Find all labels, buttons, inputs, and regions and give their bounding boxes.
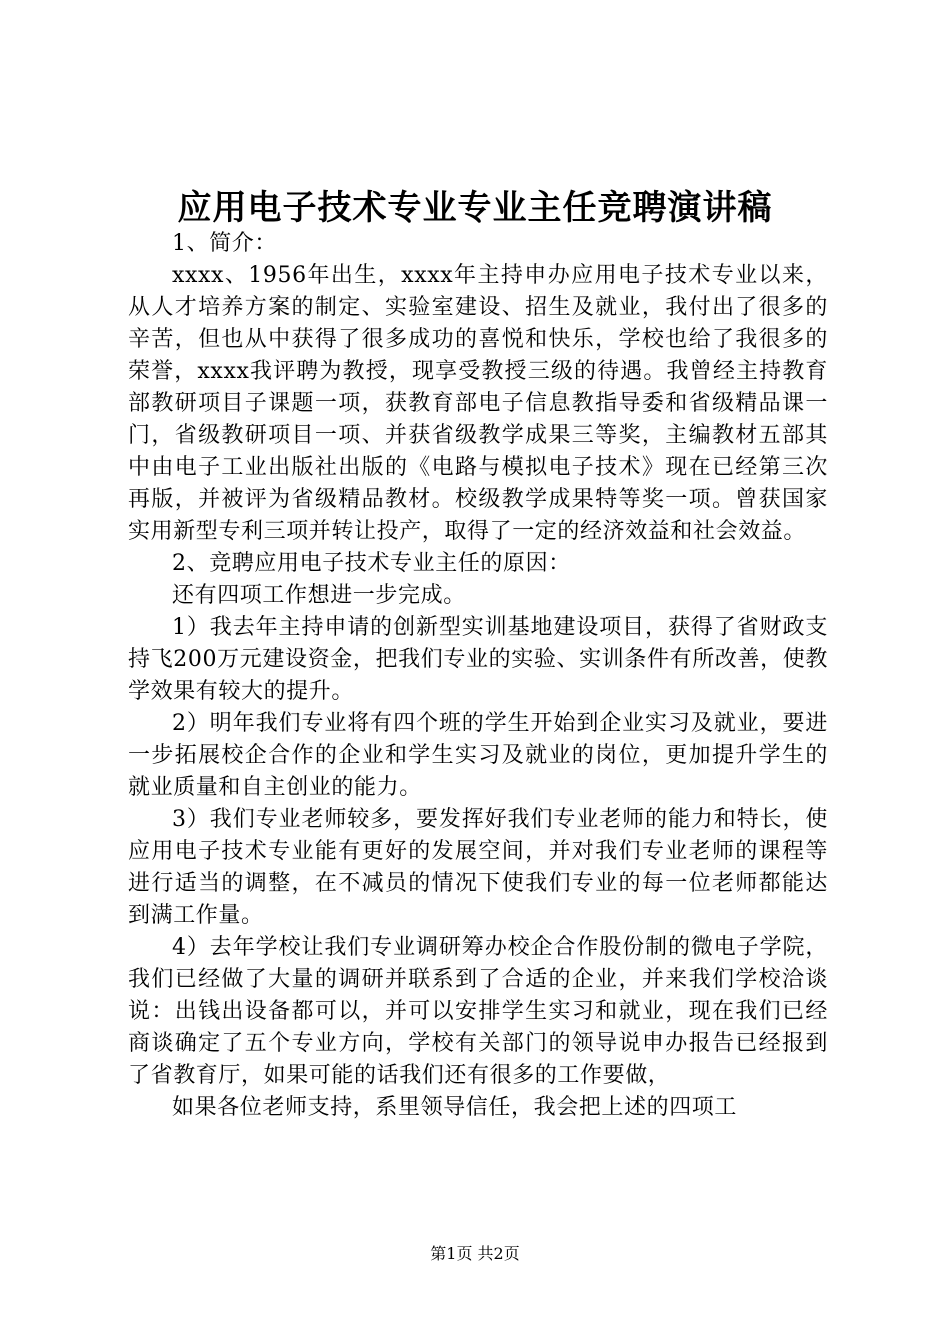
paragraph-intro-heading: 1、简介： [172,231,277,256]
document-body [128,228,828,1124]
paragraph-item-4: 4）去年学校让我们专业调研筹办校企合作股份制的微电子学院，我们已经做了大量的调研并联系到了合适的企业，并来我们学校洽谈说：出钱出设备都可以，并可以安排学生实习和就业，现在我们已经商谈确定了五个专业方向，学校有关部门的领导说申办报告已经报到了省教育厅，如果可能的话我们还有很多的工作要做， [128,935,828,1088]
paragraph-item-3: 3）我们专业老师较多，要发挥好我们专业老师的能力和特长，使应用电子技术专业能有更好的发展空间，并对我们专业老师的课程等进行适当的调整，在不减员的情况下使我们专业的每一位老师都能达到满工作量。 [128,807,828,928]
paragraph-reason-heading: 2、竞聘应用电子技术专业主任的原因： [172,551,571,576]
paragraph-closing: 如果各位老师支持，系里领导信任，我会把上述的四项工 [172,1095,738,1120]
paragraph-item-1: 1）我去年主持申请的创新型实训基地建设项目，获得了省财政支持飞200万元建设资金，把我们专业的实验、实训条件有所改善，使教学效果有较大的提升。 [128,615,828,704]
document-title: 应用电子技术专业专业主任竞聘演讲稿 [177,188,773,228]
page-footer: 第1页 共2页 [430,1244,520,1263]
paragraph-item-2: 2）明年我们专业将有四个班的学生开始到企业实习及就业，要进一步拓展校企合作的企业和学生实习及就业的岗位，更加提升学生的就业质量和自主创业的能力。 [128,711,828,800]
paragraph-reason-lead: 还有四项工作想进一步完成。 [172,583,466,608]
paragraph-intro: xxxx、1956年出生，xxxx年主持申办应用电子技术专业以来，从人才培养方案的制定、实验室建设、招生及就业，我付出了很多的辛苦，但也从中获得了很多成功的喜悦和快乐，学校也给了我很多的荣誉，xxxx我评聘为教授，现享受教授三级的待遇。我曾经主持教育部教研项目子课题一项，获教育部电子信息教指导委和省级精品课一门，省级教研项目一项、并获省级教学成果三等奖，主编教材五部其中由电子工业出版社出版的《电路与模拟电子技术》现在已经第三次再版，并被评为省级精品教材。校级教学成果特等奖一项。曾获国家实用新型专利三项并转让投产，取得了一定的经济效益和社会效益。 [128,263,828,544]
